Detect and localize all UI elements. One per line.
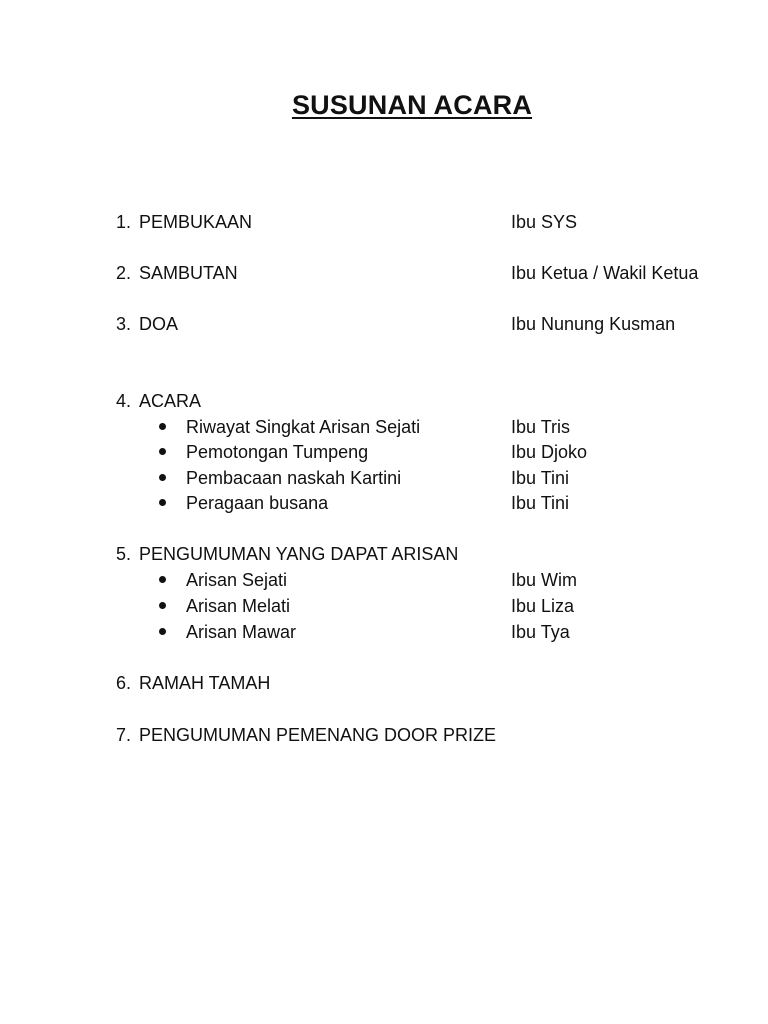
agenda-item-4 [0, 389, 768, 413]
subitem-person: Ibu Wim [511, 570, 578, 590]
agenda-label: PEMBUKAAN [139, 212, 253, 232]
subitem-label: Peragaan busana [186, 493, 329, 513]
agenda-person: Ibu Ketua / Wakil Ketua [511, 263, 699, 283]
agenda-label: ACARA [139, 391, 202, 411]
agenda-item-2 [0, 261, 768, 285]
bullet-icon [159, 602, 166, 609]
agenda-number: 7. [116, 725, 132, 745]
page-title: SUSUNAN ACARA [291, 90, 533, 120]
agenda-subitem [0, 415, 768, 439]
bullet-icon [159, 628, 166, 635]
subitem-person: Ibu Tini [511, 468, 570, 488]
subitem-person: Ibu Djoko [511, 442, 588, 462]
agenda-number: 1. [116, 212, 132, 232]
bullet-icon [159, 448, 166, 455]
agenda-subitem [0, 594, 768, 618]
subitem-person: Ibu Liza [511, 596, 575, 616]
bullet-icon [159, 576, 166, 583]
agenda-subitem [0, 491, 768, 515]
agenda-label: SAMBUTAN [139, 263, 238, 283]
agenda-label: RAMAH TAMAH [139, 673, 271, 693]
bullet-icon [159, 474, 166, 481]
subitem-label: Arisan Sejati [186, 570, 288, 590]
subitem-person: Ibu Tya [511, 622, 570, 642]
agenda-person: Ibu Nunung Kusman [511, 314, 676, 334]
agenda-subitem [0, 440, 768, 464]
agenda-item-1 [0, 210, 768, 234]
agenda-number: 5. [116, 544, 132, 564]
agenda-item-7 [0, 723, 768, 747]
bullet-icon [159, 499, 166, 506]
agenda-item-3 [0, 312, 768, 336]
agenda-label: PENGUMUMAN YANG DAPAT ARISAN [139, 544, 459, 564]
subitem-label: Arisan Melati [186, 596, 291, 616]
agenda-label: PENGUMUMAN PEMENANG DOOR PRIZE [139, 725, 497, 745]
agenda-number: 2. [116, 263, 132, 283]
subitem-label: Arisan Mawar [186, 622, 297, 642]
agenda-number: 3. [116, 314, 132, 334]
subitem-label: Riwayat Singkat Arisan Sejati [186, 417, 421, 437]
agenda-item-6 [0, 671, 768, 695]
bullet-icon [159, 423, 166, 430]
agenda-person: Ibu SYS [511, 212, 578, 232]
agenda-item-5 [0, 542, 768, 566]
subitem-label: Pemotongan Tumpeng [186, 442, 369, 462]
agenda-subitem [0, 620, 768, 644]
subitem-label: Pembacaan naskah Kartini [186, 468, 402, 488]
agenda-number: 4. [116, 391, 132, 411]
agenda-subitem [0, 568, 768, 592]
agenda-subitem [0, 466, 768, 490]
subitem-person: Ibu Tris [511, 417, 571, 437]
agenda-number: 6. [116, 673, 132, 693]
agenda-label: DOA [139, 314, 179, 334]
subitem-person: Ibu Tini [511, 493, 570, 513]
